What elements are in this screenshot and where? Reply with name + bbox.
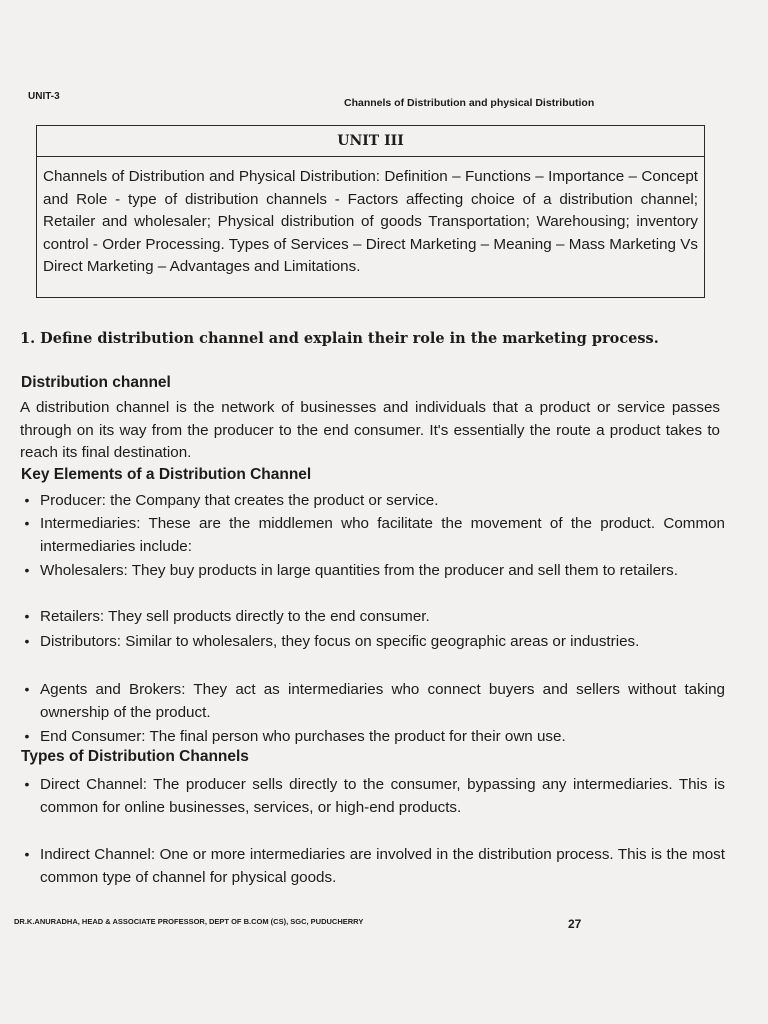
chapter-title: Channels of Distribution and physical Distribution [344,97,595,109]
list-item-text: Retailers: They sell products directly to the end consumer. [40,608,430,625]
bullet-icon: • [24,515,30,531]
list-item [20,773,725,819]
bullet-icon: • [24,728,30,744]
bullet-icon: • [24,846,30,862]
page-number: 27 [568,917,582,931]
list-item [20,843,725,889]
bullet-icon: • [24,608,30,624]
syllabus-title: UNIT III [337,133,404,149]
list-item [20,725,725,748]
syllabus-divider [37,156,704,157]
unit-label: UNIT-3 [28,91,60,102]
list-item-text: Agents and Brokers: They act as intermediaries who connect buyers and sellers without taking ownership of the product. [40,681,725,721]
types-heading: Types of Distribution Channels [21,748,249,765]
syllabus-box [36,125,705,298]
distribution-channel-definition: A distribution channel is the network of businesses and individuals that a product or service passes through on its way from the producer to the end consumer. It's essentially the route a product takes to reach its final destination. [20,399,720,461]
list-item [20,678,725,724]
list-item [20,489,725,512]
list-item [20,605,725,628]
list-item-text: Wholesalers: They buy products in large quantities from the producer and sell them to retailers. [40,562,678,579]
list-item-text: End Consumer: The final person who purchases the product for their own use. [40,728,566,745]
bullet-icon: • [24,562,30,578]
list-item-text: Producer: the Company that creates the product or service. [40,492,439,509]
syllabus-text: Channels of Distribution and Physical Distribution: Definition – Functions – Importance – Concept and Role - type of distribution channels - Factors affecting choice of a distribution channel; Retailer and wholesaler; Physical distribution of goods Transportation; Warehousing; inventory control - Order Processing. Types of Services – Direct Marketing – Meaning – Mass Marketing Vs Direct Marketing – Advantages and Limitations. [43,168,698,275]
footer-author: DR.K.ANURADHA, HEAD & ASSOCIATE PROFESSOR, DEPT OF B.COM (CS), SGC, PUDUCHERRY [14,917,364,926]
bullet-icon: • [24,492,30,508]
list-item-text: Direct Channel: The producer sells directly to the consumer, bypassing any intermediaries. This is common for online businesses, services, or high-end products. [40,776,725,816]
list-item-text: Indirect Channel: One or more intermediaries are involved in the distribution process. This is the most common type of channel for physical goods. [40,846,725,886]
bullet-icon: • [24,776,30,792]
bullet-icon: • [24,681,30,697]
list-item [20,512,725,558]
list-item [20,559,725,582]
key-elements-heading: Key Elements of a Distribution Channel [21,466,312,483]
list-item-text: Intermediaries: These are the middlemen who facilitate the movement of the product. Common intermediaries include: [40,515,725,555]
list-item [20,630,725,653]
question-heading: 1. Define distribution channel and explain their role in the marketing process. [20,330,659,347]
list-item-text: Distributors: Similar to wholesalers, they focus on specific geographic areas or industries. [40,633,640,650]
bullet-icon: • [24,633,30,649]
distribution-channel-heading: Distribution channel [21,374,171,391]
